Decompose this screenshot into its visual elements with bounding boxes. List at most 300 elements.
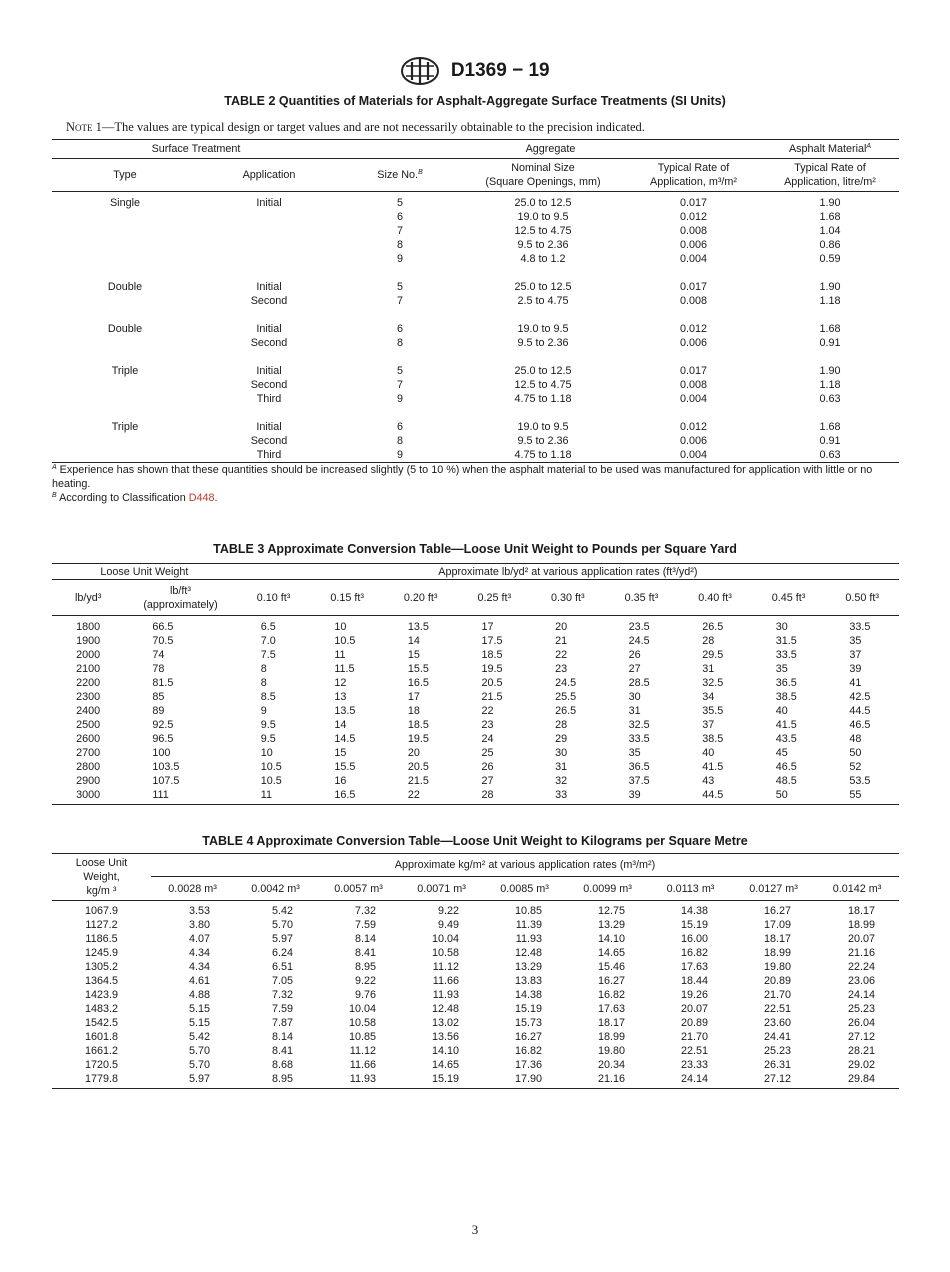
table-cell: 16.82 [597,989,625,1001]
table-cell: 20.5 [407,761,429,773]
table4-col-rate: 0.0113 m³ [649,877,732,901]
table-cell: 14.38 [514,989,542,1001]
table-cell: Initial [256,365,282,377]
table2-spacer-row [52,350,899,364]
table-row [52,918,899,932]
table-row [52,732,899,746]
table2-col-application: Application [198,159,340,192]
table-row [52,420,899,434]
table-cell [52,392,198,406]
table-cell: 11 [260,789,272,801]
table-cell: 35 [849,635,862,647]
table-cell: 2100 [76,663,101,675]
table-cell: 7.32 [354,905,376,917]
table-row [52,988,899,1002]
table-cell: 1.90 [819,197,841,209]
table-cell: 9 [396,393,403,405]
table-cell: 31 [628,705,641,717]
table-cell: 21.70 [763,989,791,1001]
table-cell: 1483.2 [84,1003,119,1015]
table-cell: 10.04 [348,1003,376,1015]
table-cell: 22 [481,705,494,717]
table-cell: 5.15 [188,1003,210,1015]
table-cell: 6 [396,211,403,223]
table-cell: 31 [702,663,715,675]
table-cell: 1127.2 [85,919,118,931]
table-cell: 85 [152,691,165,703]
table2-spacer-cell [52,406,899,420]
table-cell: 7.87 [271,1017,293,1029]
table2-footnote-b: $^B$ According to Classification D448. [52,492,218,504]
table-cell: 12.48 [431,1003,459,1015]
table-cell: 9.76 [354,989,376,1001]
table-cell [52,238,198,252]
table-cell: 9.22 [354,975,376,987]
table-cell: 16.82 [514,1045,542,1057]
table-cell: 52 [849,761,862,773]
table-cell: 17.36 [514,1059,542,1071]
table-cell: 3.53 [188,905,210,917]
table-cell: 24.5 [555,677,577,689]
table-cell: 4.75 to 1.18 [514,449,572,461]
table-cell: 37.5 [628,775,650,787]
table-cell: 1186.5 [85,933,118,945]
table-cell: Third [256,393,282,405]
table-cell: 5.42 [188,1031,210,1043]
table-cell: 7.05 [271,975,293,987]
table-row [52,392,899,406]
table-cell [52,448,198,462]
table-cell: 96.5 [152,733,174,745]
table-cell: 2700 [76,747,101,759]
table-cell: 17 [407,691,420,703]
table-cell: Double [107,281,143,293]
table2-col-size: Size No.$^B$ [340,159,460,192]
table4-col-rate: 0.0142 m³ [815,877,899,901]
table-cell: 0.008 [679,379,708,391]
table-cell: 23 [555,663,568,675]
table-row [52,378,899,392]
table3 [52,563,899,805]
table-row [52,746,899,760]
table2-col-rate-asphalt: Typical Rate of Application, litre/m² [761,159,899,192]
table-cell: 34 [702,691,715,703]
table-cell: 9.5 to 2.36 [517,435,569,447]
table-cell: 28 [481,789,494,801]
table-cell: 1423.9 [84,989,119,1001]
table-cell: 29.5 [702,649,724,661]
table-cell: 16.82 [680,947,708,959]
table-row [52,932,899,946]
table-cell: 3000 [76,789,101,801]
table-row [52,448,899,462]
table-cell: 27 [628,663,641,675]
table-row [52,238,899,252]
table-cell: 15.46 [597,961,625,973]
table-cell: 7 [396,295,403,307]
table-cell: 20 [555,621,568,633]
table-row [52,434,899,448]
table2 [52,139,899,463]
table-cell: 53.5 [849,775,871,787]
table-cell: 4.07 [188,933,210,945]
table-cell: 22 [555,649,568,661]
table-cell: 23.06 [847,975,875,987]
table-cell: 41.5 [775,719,797,731]
table-row [52,1044,899,1058]
table2-spacer-cell [52,308,899,322]
table-cell: 17.09 [763,919,791,931]
table-cell: 1364.5 [84,975,119,987]
table-cell: 4.34 [188,947,210,959]
table2-note: Note 1—The values are typical design or target values and are not necessarily obtainable to the precision indicated. [66,120,645,134]
table-row [52,210,899,224]
table-cell: 16 [334,775,347,787]
table-cell [198,252,340,266]
table-cell: 5.70 [188,1045,210,1057]
table-row [52,946,899,960]
table-cell: 18.5 [407,719,429,731]
table-cell: 1.68 [819,421,841,433]
table-cell: 2600 [76,733,101,745]
table-cell: 19.80 [763,961,791,973]
table4-col-rate: 0.0071 m³ [400,877,483,901]
table3-col-rate: 0.40 ft³ [678,580,752,616]
table-cell: 21.70 [680,1031,708,1043]
table-cell: 14 [407,635,420,647]
table-cell: 8.95 [271,1073,293,1085]
table-cell: 30 [628,691,641,703]
table-row [52,322,899,336]
table-cell: 9.49 [437,919,459,931]
table-cell: 8.14 [354,933,376,945]
table-cell: 14.65 [597,947,625,959]
table-cell: 10.5 [260,761,282,773]
table-cell: 9 [396,449,403,461]
table-cell: 50 [849,747,862,759]
table-cell: 13.5 [407,621,429,633]
table-cell: 38.5 [775,691,797,703]
table-cell: 19.5 [407,733,429,745]
table-cell: 111 [152,789,169,801]
table-cell: Double [107,323,143,335]
table2-col-rate-aggregate: Typical Rate of Application, m³/m² [626,159,761,192]
table-cell: 36.5 [628,761,650,773]
table-cell: 66.5 [152,621,174,633]
table-row [52,648,899,662]
table-cell: 0.006 [679,239,708,251]
table2-footnote-a: $^A$ Experience has shown that these quantities should be increased slightly (5 to 10 %) when the asphalt material to be used was manufactured for application with little or no heating. [52,464,873,490]
table-cell: 43 [702,775,715,787]
table-cell: 28 [555,719,568,731]
d448-link[interactable]: D448 [188,492,215,504]
table-row [52,294,899,308]
table-cell: 10.85 [348,1031,376,1043]
table-cell: 29 [555,733,568,745]
table-cell: 8.14 [271,1031,293,1043]
table4-col-loose-unit: Loose Unit Weight, kg/m ³ [52,854,151,901]
table-cell: 11.93 [432,989,459,1001]
table-cell: 15.19 [680,919,708,931]
table-cell: 41.5 [702,761,724,773]
table-cell: 70.5 [152,635,174,647]
table-cell: 4.61 [188,975,210,987]
table-cell: 6.5 [260,621,276,633]
table-cell: 9 [396,253,403,265]
table-cell [198,224,340,238]
table-cell: 10 [334,621,347,633]
table-cell: 21.5 [481,691,503,703]
table4-col-rate: 0.0042 m³ [234,877,317,901]
table3-col-rate: 0.50 ft³ [825,580,899,616]
table-cell: 13.02 [431,1017,459,1029]
table-cell: 11.66 [349,1059,376,1071]
table-cell: 38.5 [702,733,724,745]
table-cell: 19.0 to 9.5 [517,211,569,223]
table-cell: 0.004 [679,449,708,461]
table-cell: 0.63 [819,449,841,461]
table-cell: 35 [628,747,641,759]
page-header [0,56,950,86]
table-cell: 17.63 [597,1003,625,1015]
table-cell: 7.5 [260,649,276,661]
table3-col-rate: 0.15 ft³ [310,580,384,616]
table-cell: 14.65 [431,1059,459,1071]
table-cell: 0.008 [679,295,708,307]
table-cell: 25.5 [555,691,577,703]
table-cell: 18.99 [847,919,875,931]
table-cell: 43.5 [775,733,797,745]
table-cell: 8 [260,677,267,689]
table-cell: 10.85 [514,905,542,917]
table-cell [52,434,198,448]
table-cell: 12.75 [597,905,625,917]
table-cell: 44.5 [849,705,871,717]
table-cell: Second [250,337,288,349]
table-cell: 1.90 [819,281,841,293]
table-cell: 28.5 [628,677,650,689]
table-cell: 31 [555,761,568,773]
table-cell: 7.0 [260,635,276,647]
table2-group-surface: Surface Treatment [52,140,340,159]
table-cell [52,294,198,308]
page-number: 3 [471,1222,479,1237]
table-cell: 2900 [76,775,101,787]
table-cell: 5.15 [188,1017,210,1029]
table-cell: 20.89 [680,1017,708,1029]
table-cell: 15.73 [514,1017,542,1029]
table-cell: 22.51 [680,1045,708,1057]
table-cell: 2.5 to 4.75 [517,295,569,307]
table-row [52,224,899,238]
table4-caption: TABLE 4 Approximate Conversion Table—Loose Unit Weight to Kilograms per Square Metre [202,834,748,848]
table-cell: 18.17 [763,933,791,945]
table-cell: 10.5 [260,775,282,787]
table-cell: 9.5 [260,733,276,745]
table-row [52,1016,899,1030]
table-cell: 16.5 [407,677,429,689]
table-cell: 33.5 [628,733,650,745]
table-cell: 0.006 [679,435,708,447]
table-row [52,192,899,211]
document-id: D1369 − 19 [450,60,550,81]
table-cell: 20.07 [847,933,875,945]
table-cell: 19.5 [481,663,503,675]
table-cell: 4.75 to 1.18 [514,393,572,405]
table-cell: 39 [628,789,641,801]
table-cell: 0.91 [819,337,841,349]
table-cell: 11 [334,649,346,661]
table-cell: 20.89 [763,975,791,987]
table-cell: 0.59 [819,253,841,265]
table-cell: Initial [256,281,282,293]
table-cell: 15.5 [334,761,356,773]
table-cell: 29.84 [847,1073,875,1085]
table-cell: 32.5 [702,677,724,689]
table-cell: 33.5 [775,649,797,661]
table-cell: 0.91 [819,435,841,447]
table-cell [52,224,198,238]
table-cell: 37 [702,719,715,731]
table-cell: 23.33 [680,1059,708,1071]
table-cell: 16.27 [514,1031,542,1043]
table-cell: 36.5 [775,677,797,689]
table-cell: 21 [555,635,568,647]
table-cell [52,210,198,224]
table-cell: 26.31 [763,1059,791,1071]
table-cell: 40 [775,705,788,717]
table-cell: 1800 [76,621,101,633]
table-cell: 13 [334,691,347,703]
table-cell: 11.12 [432,961,459,973]
table-cell: 9 [260,705,267,717]
table-cell: 5.97 [188,1073,210,1085]
table-cell: 1.18 [819,295,841,307]
table4-col-rate: 0.0057 m³ [317,877,400,901]
table-cell: 16.27 [597,975,625,987]
table-cell: 24.14 [847,989,875,1001]
table-cell: 18.99 [597,1031,625,1043]
table-cell: 1245.9 [84,947,119,959]
table-cell: 100 [152,747,171,759]
table-cell: 24.41 [763,1031,791,1043]
table-cell: 35.5 [702,705,724,717]
table-cell: 18.17 [597,1017,625,1029]
table-cell: 10 [260,747,273,759]
table-cell: 23.60 [763,1017,791,1029]
table-cell: 26 [628,649,641,661]
table-cell: 16.27 [763,905,791,917]
table-cell: 14.5 [334,733,356,745]
table4-col-rate: 0.0028 m³ [151,877,234,901]
table2-spacer-row [52,266,899,280]
table-cell: 92.5 [152,719,174,731]
table-cell: 11.5 [334,663,355,675]
table-cell: 22.51 [763,1003,791,1015]
table-cell: 24 [481,733,494,745]
table2-spacer-row [52,308,899,322]
table-cell: 12.5 to 4.75 [514,225,572,237]
table-cell: 103.5 [152,761,180,773]
table-cell: 18.5 [481,649,503,661]
table-cell: 32 [555,775,568,787]
table-cell: 1305.2 [84,961,119,973]
table-cell: 8.41 [271,1045,293,1057]
table-cell: 18.99 [763,947,791,959]
table-row [52,280,899,294]
table-cell: 25.23 [763,1045,791,1057]
table-row [52,1058,899,1072]
table-cell: 7 [396,379,403,391]
table-cell: 32.5 [628,719,650,731]
table-cell: 17.63 [680,961,708,973]
table-cell: 16.5 [334,789,356,801]
table-cell: 25.0 to 12.5 [514,281,572,293]
table-row [52,974,899,988]
table4-col-rate: 0.0127 m³ [732,877,815,901]
table-cell: 9.22 [437,905,459,917]
table-row [52,1002,899,1016]
table-cell: 4.34 [188,961,210,973]
table-row [52,616,899,635]
table-row [52,364,899,378]
table-cell: 74 [152,649,165,661]
table-cell: 1.68 [819,211,841,223]
table-cell: 44.5 [702,789,724,801]
table-cell: 5.97 [271,933,293,945]
table-cell: 14.38 [680,905,708,917]
table3-col-rate: 0.35 ft³ [605,580,679,616]
table-cell: 10.58 [431,947,459,959]
table-cell: 26.04 [847,1017,875,1029]
table-cell: 27.12 [763,1073,791,1085]
table-cell: 11.39 [515,919,542,931]
table-cell: 4.8 to 1.2 [520,253,566,265]
table-cell: 1.68 [819,323,841,335]
table-cell: 23 [481,719,494,731]
table-cell: 18 [407,705,420,717]
table-row [52,718,899,732]
table-cell: 20.34 [597,1059,625,1071]
table-cell: 19.80 [597,1045,625,1057]
table-cell: 30 [555,747,568,759]
table3-col-lbft3: lb/ft³ (approximately) [124,580,236,616]
table-cell [52,336,198,350]
table-cell: 46.5 [775,761,797,773]
table-row [52,704,899,718]
table-cell: 1601.8 [84,1031,119,1043]
table2-caption: TABLE 2 Quantities of Materials for Asphalt-Aggregate Surface Treatments (SI Units) [224,94,726,108]
table-cell: 11.66 [432,975,459,987]
table-cell: 7.32 [271,989,293,1001]
table-cell [52,378,198,392]
table-cell: 21.16 [847,947,875,959]
table3-col-rate: 0.10 ft³ [237,580,311,616]
table-row [52,774,899,788]
table-cell: 22.24 [847,961,875,973]
table-cell: 5 [396,197,403,209]
table-cell: 21.5 [407,775,429,787]
table4-group-right: Approximate kg/m² at various application rates (m³/m²) [151,854,899,877]
table-row [52,788,899,805]
table-cell: 5.70 [188,1059,210,1071]
table-cell: 14.10 [431,1045,459,1057]
table-cell: 26.5 [555,705,577,717]
table2-group-aggregate: Aggregate [340,140,761,159]
table-cell: 50 [775,789,788,801]
table3-group-left: Loose Unit Weight [52,564,237,580]
table3-col-lbyd3: lb/yd³ [52,580,124,616]
